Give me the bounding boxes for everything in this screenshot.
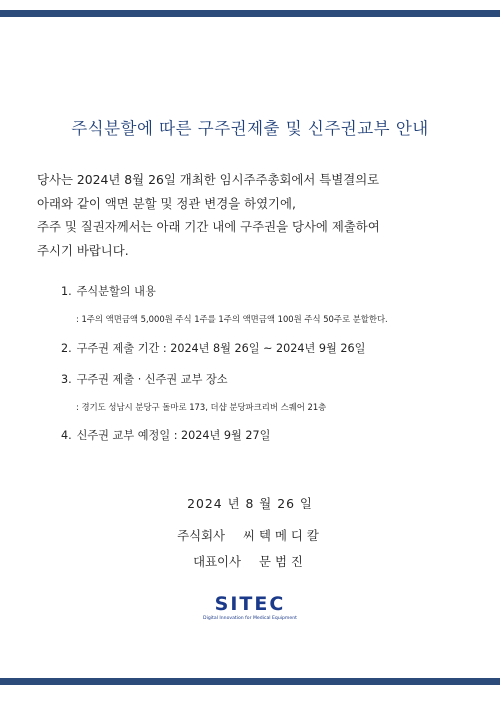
ceo-role: 대표이사 — [193, 554, 241, 569]
item-text: 구주권 제출 기간 : 2024년 8월 26일 ~ 2024년 9월 26일 — [76, 342, 366, 355]
ceo-signature — [0, 552, 500, 570]
intro-line: 주주 및 질권자께서는 아래 기간 내에 구주권을 당사에 제출하여 — [37, 219, 380, 234]
company-role: 주식회사 — [177, 528, 226, 543]
item-3-detail: : 경기도 성남시 분당구 돌마로 173, 더샵 분당파크리버 스퀘어 21층 — [76, 402, 327, 412]
item-text: 구주권 제출 · 신주권 교부 장소 — [76, 373, 228, 386]
item-text: 신주권 교부 예정일 : 2024년 9월 27일 — [76, 429, 271, 442]
item-number: 2. — [61, 342, 72, 355]
item-1-detail: : 1주의 액면금액 5,000원 주식 1주를 1주의 액면금액 100원 주식 50주로 분할한다. — [76, 314, 388, 324]
bottom-border-bar — [0, 678, 500, 685]
document-title: 주식분할에 따른 구주권제출 및 신주권교부 안내 — [71, 119, 429, 138]
company-name: 씨텍메디칼 — [243, 528, 323, 543]
notice-date: 2024 년 8 월 26 일 — [187, 496, 313, 511]
list-item-1 — [61, 283, 156, 299]
intro-paragraph — [37, 168, 477, 262]
logo-tagline: Digital Innovation for Medical Equipment — [203, 616, 297, 621]
item-number: 4. — [61, 429, 72, 442]
list-item-4 — [61, 427, 270, 443]
ceo-name: 문범진 — [258, 554, 307, 569]
list-item-3 — [61, 371, 228, 387]
item-number: 1. — [61, 285, 72, 298]
intro-line: 아래와 같이 액면 분할 및 정관 변경을 하였기에, — [37, 195, 296, 211]
top-border-bar — [0, 10, 500, 17]
intro-line: 주시기 바랍니다. — [37, 242, 129, 258]
logo-wordmark: SITEC — [214, 593, 286, 615]
item-number: 3. — [61, 373, 72, 386]
list-item-2 — [61, 340, 365, 356]
company-signature — [0, 526, 500, 544]
intro-line: 당사는 2024년 8월 26일 개최한 임시주주총회에서 특별결의로 — [37, 172, 380, 187]
item-text: 주식분할의 내용 — [76, 285, 156, 298]
sitec-logo — [200, 594, 300, 621]
